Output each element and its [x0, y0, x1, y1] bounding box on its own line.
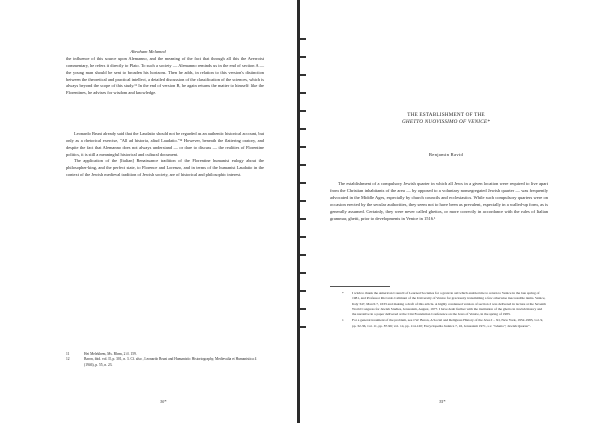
footnote-text: Hei Melekhem, Ms. Bhrm, 2 ff. 159.	[84, 352, 137, 356]
right-footnotes	[342, 291, 547, 330]
footnote	[66, 357, 264, 368]
author-name: Benjamin Ravid	[428, 152, 464, 157]
paragraph: The establishment of a compulsory Jewish quarter in which all Jews in a given location were required to live apart from the Christian inhabitants of the area — by opposed to a voluntary nonsegregated Jewish quarter — was frequently advocated in the Middle Ages, especially by church councils and ecclesiastics. While such compulsory quarters were on occasion erected by the secular authorities, they seem not to have been as prevalent, especially in a walled-up form, as is generally assumed. Certainly, they were never called ghettos, or more correctly in accordance with the rules of Italian grammar, ghetti, prior to developments in Venice in 1516.¹	[330, 181, 548, 221]
paragraph: Leonardo Bruni already said that the Laudatio should not be regarded as an authentic historical account, but only as a rhetorical exercise, "All ad historia, aliud Laudatio."¹² However, beneath the flattering oratory, and despite the fact that Alemanno does not always understand — or dare to discuss — the realities of Florentine politics, it is still a meaningful historical and cultural document.	[66, 131, 264, 157]
left-footnotes	[66, 352, 264, 368]
paragraph: The application of the [Italian] Renaissance tradition of the Florentine humanist eulogy about the philosopher-king, and the perfect state, to Florence and Lorenzo, and in terms of the humanist Laudatio in the context of the Jewish medieval tradition of Jewish society, are of historical and philosophic interest.	[66, 158, 264, 178]
footnote-divider	[330, 286, 390, 287]
paragraph: the influence of this source upon Alemanno, and the meaning of the fact that through all this the Averroist commentary, he refers it directly to Plato. To such a society — Alemanno reminds us in the end of section A — the young man should be sent to broaden his horizons. Then he adds, in relation to this version's distinction between the theoretical and practical intellect, a detailed discussion of the classification of the sciences, which is always beyond the scope of this study.¹¹ In the end of version B, he again returns the matter to himself: like the Florentines, he advises for wisdom and knowledge.	[66, 56, 264, 96]
footnote-number: 12	[66, 357, 70, 362]
footnote-text: I wish to thank the American Council of Learned Societies for a grant in aid which enabled me to return to Venice in the late spring of 1981, and Professor Riccardo Calimani of the University of Venice for graciously transmitting a few otherwise inaccessible items. Venice, Italy 347, March 7, 1633 and making a draft of this article. A highly condensed version of section 2 was delivered in lecture at the Seventh World Congress for Jewish Studies, Jerusalem, August, 1977. I have dealt further with the institution of the ghetto in Jewish history and the narrative in a paper delivered at the Cini Foundation Conference on the Jews of Venice, in the spring of 1983.	[352, 291, 547, 317]
footnote	[342, 318, 547, 329]
title-line: THE ESTABLISHMENT OF THE	[407, 112, 485, 118]
page-number: 35*	[439, 399, 446, 404]
left-body-text-2	[66, 131, 264, 179]
footnote-number: *	[342, 291, 344, 295]
footnote-number: 11	[66, 352, 70, 356]
footnote-text: Baron, ibid. vol. II, p. 301, n. 3. Cf. also , Leonardo Bruni and Humanistic Historiography, Medievalia et Humanistica 4 (1946), p. 55, n. 23.	[84, 357, 257, 367]
page-number: 30*	[160, 399, 167, 404]
article-title	[374, 112, 518, 126]
right-body-text	[330, 180, 548, 222]
left-body-text	[66, 56, 264, 97]
footnote-text: For a general treatment of the problem, see J.W. Baron, A Social and Religious History of the Jews I – XI, New York, 1952-1983, vol. 9, pp. 32-36, vol. 11, pp. 87-96; vol. 14, pp. 114-120; Encyclopedia Judaica 7, 16, Jerusalem 1971, s.v. "Ghetto"; Jewish Quarter".	[352, 318, 544, 328]
title-line: GHETTO NUOVISSIMO OF VENICE*	[401, 119, 491, 125]
running-head: Abraham Melamed	[130, 49, 166, 54]
left-page	[0, 0, 296, 423]
footnote-number: 1	[342, 318, 344, 323]
footnote	[342, 291, 547, 317]
binding-marks	[300, 38, 310, 338]
